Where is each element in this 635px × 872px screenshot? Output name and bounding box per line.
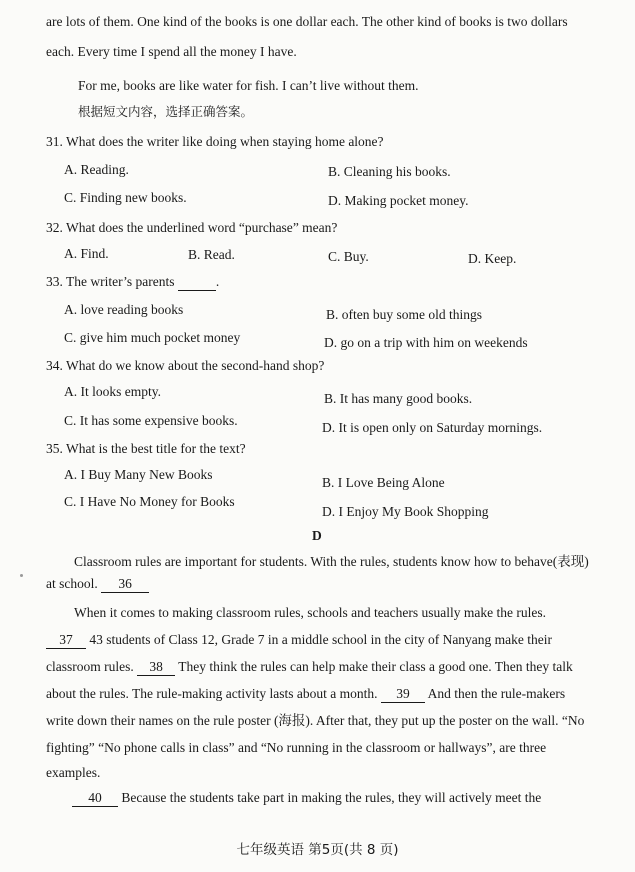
q35-option-a[interactable]: A. I Buy Many New Books — [64, 467, 213, 482]
p2-line2-text: 43 students of Class 12, Grade 7 in a middle school in the city of Nanyang make their — [89, 632, 553, 647]
q32-word: purchase — [244, 220, 293, 235]
blank-36[interactable]: 36 — [101, 576, 149, 593]
question-34: 34. What do we know about the second-hand shop? — [46, 358, 325, 373]
question-32 — [46, 220, 337, 236]
section-d-p2-line6: fighting” “No phone calls in class” and “No running in the classroom or hallways”, are three — [46, 740, 547, 755]
passage-c-line-2: each. Every time I spend all the money I have. — [46, 44, 297, 59]
q33-option-a[interactable]: A. love reading books — [64, 302, 184, 317]
q33-blank — [178, 274, 216, 291]
blank-37[interactable]: 37 — [46, 632, 86, 649]
q32-option-d[interactable]: D. Keep. — [468, 251, 517, 266]
q33-end: . — [215, 274, 220, 289]
q35-option-d[interactable]: D. I Enjoy My Book Shopping — [322, 504, 489, 519]
q35-option-b[interactable]: B. I Love Being Alone — [322, 475, 445, 490]
q31-option-b[interactable]: B. Cleaning his books. — [328, 164, 451, 179]
passage-c-line-3: For me, books are like water for fish. I can’t live without them. — [78, 78, 419, 93]
section-d-heading: D — [312, 528, 322, 543]
q31-option-d[interactable]: D. Making pocket money. — [328, 193, 469, 208]
passage-c-line-1: are lots of them. One kind of the books is one dollar each. The other kind of books is two dollars — [46, 14, 568, 29]
question-33 — [46, 274, 219, 291]
page-footer: 七年级英语 第5页(共 8 页) — [236, 842, 399, 858]
q33-option-c[interactable]: C. give him much pocket money — [64, 330, 241, 345]
blank-39[interactable]: 39 — [381, 686, 425, 703]
p2-line4-a: about the rules. The rule-making activity lasts about a month. — [46, 686, 378, 701]
section-d-p2-line1: When it comes to making classroom rules, schools and teachers usually make the rules. — [74, 605, 546, 620]
q35-option-c[interactable]: C. I Have No Money for Books — [64, 494, 235, 509]
section-d-p2-line5: write down their names on the rule poster (海报). After that, they put up the poster on the wall. “No — [46, 713, 585, 728]
blank-38[interactable]: 38 — [137, 659, 175, 676]
q31-option-a[interactable]: A. Reading. — [64, 162, 129, 177]
q32-option-a[interactable]: A. Find. — [64, 246, 109, 261]
blank-40[interactable]: 40 — [72, 790, 118, 807]
section-d-p2-line2 — [46, 632, 552, 649]
q33-option-d[interactable]: D. go on a trip with him on weekends — [324, 335, 528, 350]
section-d-p1-line1: Classroom rules are important for students. With the rules, students know how to behave(表现) — [74, 554, 589, 569]
p2-line4-b: And then the rule-makers — [427, 686, 566, 701]
section-d-p3-line1 — [72, 790, 541, 807]
instruction-text: 根据短文内容，选择正确答案。 — [78, 104, 254, 119]
q33-option-b[interactable]: B. often buy some old things — [326, 307, 482, 322]
p1-line2-text: at school. — [46, 576, 98, 591]
q31-option-c[interactable]: C. Finding new books. — [64, 190, 187, 205]
section-d-p1-line2 — [46, 576, 149, 593]
q34-option-c[interactable]: C. It has some expensive books. — [64, 413, 238, 428]
q34-option-d[interactable]: D. It is open only on Saturday mornings. — [322, 420, 543, 435]
scan-speck — [20, 574, 23, 577]
section-d-p2-line4 — [46, 686, 565, 703]
q32-option-c[interactable]: C. Buy. — [328, 249, 369, 264]
q34-option-b[interactable]: B. It has many good books. — [324, 391, 473, 406]
p3-line1-text: Because the students take part in making the rules, they will actively meet the — [121, 790, 542, 805]
section-d-p2-line7: examples. — [46, 765, 101, 780]
q32-suffix: ” mean? — [292, 220, 338, 235]
q33-text: 33. The writer’s parents — [46, 274, 175, 289]
question-35: 35. What is the best title for the text? — [46, 441, 246, 456]
question-31: 31. What does the writer like doing when staying home alone? — [46, 134, 384, 149]
p2-line3-b: They think the rules can help make their class a good one. Then they talk — [178, 659, 573, 674]
q32-prefix: 32. What does the underlined word “ — [46, 220, 245, 235]
q34-option-a[interactable]: A. It looks empty. — [64, 384, 161, 399]
p2-line3-a: classroom rules. — [46, 659, 134, 674]
q32-option-b[interactable]: B. Read. — [188, 247, 235, 262]
section-d-p2-line3 — [46, 659, 573, 676]
